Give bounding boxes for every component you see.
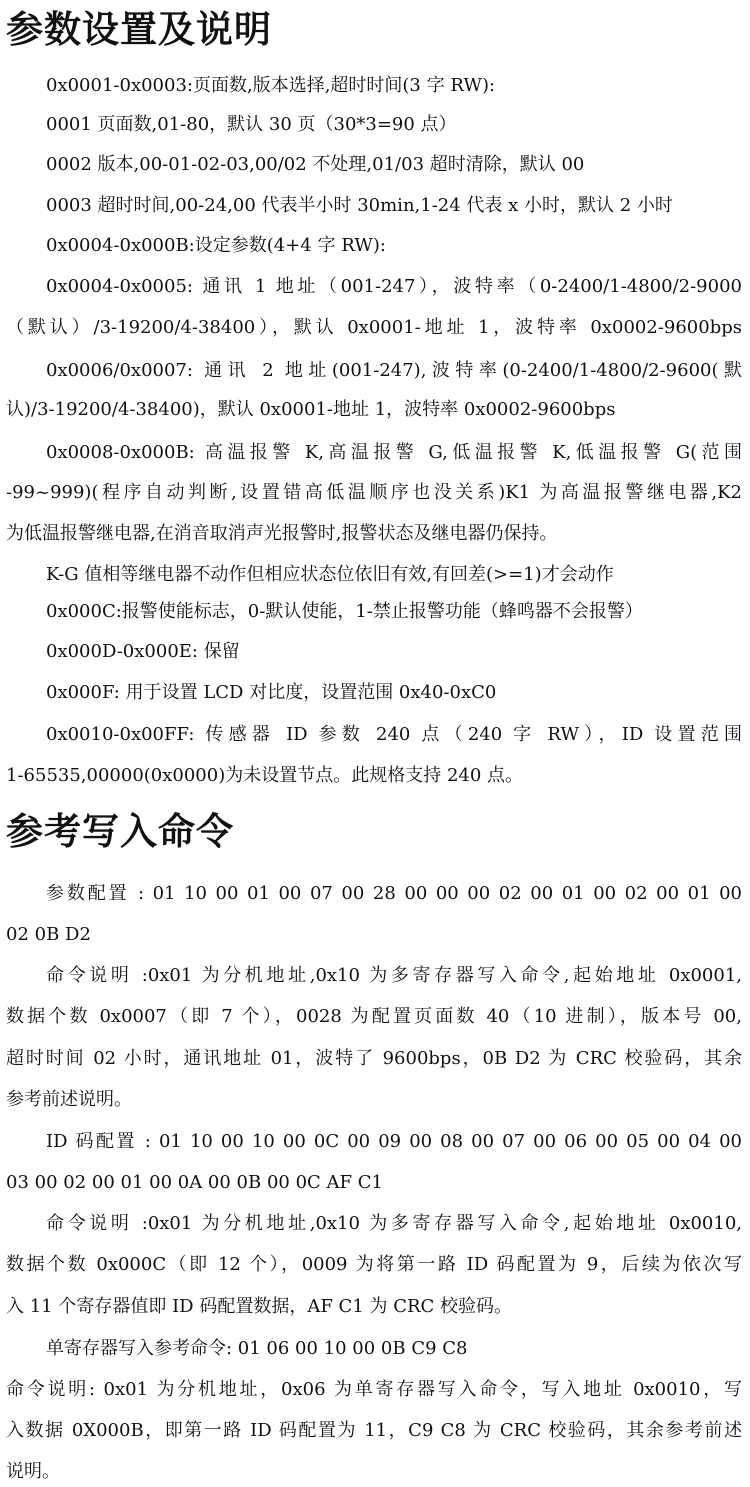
paragraph-line: 参考前述说明。	[6, 1089, 132, 1110]
paragraph-line: 0x0004-0x0005: 通讯 1 地址（001-247），波特率（0-2400/1-4800/2-9000	[46, 276, 742, 297]
paragraph-line: 单寄存器写入参考命令: 01 06 00 10 00 0B C9 C8	[46, 1338, 468, 1359]
paragraph-line: 命令说明 :0x01 为分机地址,0x10 为多寄存器写入命令,起始地址 0x0001,	[46, 965, 742, 986]
paragraph-line: 0003 超时时间,00-24,00 代表半小时 30min,1-24 代表 x 小时，默认 2 小时	[46, 195, 673, 216]
paragraph-line: 0x000F: 用于设置 LCD 对比度，设置范围 0x40-0xC0	[46, 682, 497, 703]
paragraph-line: 命令说明 :0x01 为分机地址,0x10 为多寄存器写入命令,起始地址 0x0010,	[46, 1213, 742, 1234]
paragraph-line: 数据个数 0x0007（即 7 个），0028 为配置页面数 40（10 进制），版本号 00,	[6, 1006, 742, 1027]
paragraph-line: 0x000C:报警使能标志，0-默认使能，1-禁止报警功能（蜂鸣器不会报警）	[46, 601, 643, 622]
paragraph-line: 0x0001-0x0003:页面数,版本选择,超时时间(3 字 RW):	[46, 75, 496, 96]
section-title-write-commands: 参考写入命令	[6, 810, 234, 853]
paragraph-line: ID 码配置 : 01 10 00 10 00 0C 00 09 00 08 00 07 00 06 00 05 00 04 00	[46, 1131, 742, 1152]
paragraph-line: 入数据 0X000B，即第一路 ID 码配置为 11，C9 C8 为 CRC 校验码，其余参考前述	[6, 1420, 742, 1441]
paragraph-line: 0x0010-0x00FF: 传感器 ID 参数 240 点（240 字 RW），ID 设置范围	[46, 724, 742, 745]
paragraph-line: 0002 版本,00-01-02-03,00/02 不处理,01/03 超时清除，默认 00	[46, 154, 585, 175]
paragraph-line: （默认）/3-19200/4-38400），默认 0x0001-地址 1，波特率 0x0002-9600bps	[6, 317, 742, 338]
paragraph-line: K-G 值相等继电器不动作但相应状态位依旧有效,有回差(>=1)才会动作	[46, 564, 614, 585]
paragraph-line: 03 00 02 00 01 00 0A 00 0B 00 0C AF C1	[6, 1172, 383, 1193]
paragraph-line: 数据个数 0x000C（即 12 个），0009 为将第一路 ID 码配置为 9，后续为依次写	[6, 1254, 742, 1275]
paragraph-line: 0x0008-0x000B: 高温报警 K,高温报警 G,低温报警 K,低温报警 G(范围	[46, 442, 742, 463]
paragraph-line: 0x0006/0x0007: 通讯 2 地址(001-247),波特率(0-2400/1-4800/2-9600(默	[46, 360, 742, 381]
paragraph-line: 0001 页面数,01-80，默认 30 页（30*3=90 点）	[46, 114, 457, 135]
paragraph-line: 参数配置 : 01 10 00 01 00 07 00 28 00 00 00 02 00 01 00 02 00 01 00	[46, 883, 742, 904]
paragraph-line: 超时时间 02 小时，通讯地址 01，波特了 9600bps，0B D2 为 CRC 校验码，其余	[6, 1048, 742, 1069]
paragraph-line: 1-65535,00000(0x0000)为未设置节点。此规格支持 240 点。	[6, 765, 524, 786]
paragraph-line: 为低温报警继电器,在消音取消声光报警时,报警状态及继电器仍保持。	[6, 523, 558, 544]
paragraph-line: 0x000D-0x000E: 保留	[46, 641, 240, 662]
paragraph-line: 说明。	[6, 1461, 60, 1482]
paragraph-line: 0x0004-0x000B:设定参数(4+4 字 RW):	[46, 235, 386, 256]
paragraph-line: -99~999)(程序自动判断,设置错高低温顺序也没关系)K1 为高温报警继电器,K2	[6, 482, 742, 503]
paragraph-line: 认)/3-19200/4-38400)，默认 0x0001-地址 1，波特率 0x0002-9600bps	[6, 399, 616, 420]
paragraph-line: 入 11 个寄存器值即 ID 码配置数据，AF C1 为 CRC 校验码。	[6, 1296, 513, 1317]
paragraph-line: 命令说明: 0x01 为分机地址，0x06 为单寄存器写入命令，写入地址 0x0010，写	[6, 1379, 742, 1400]
paragraph-line: 02 0B D2	[6, 924, 91, 945]
section-title-parameters: 参数设置及说明	[6, 8, 272, 51]
